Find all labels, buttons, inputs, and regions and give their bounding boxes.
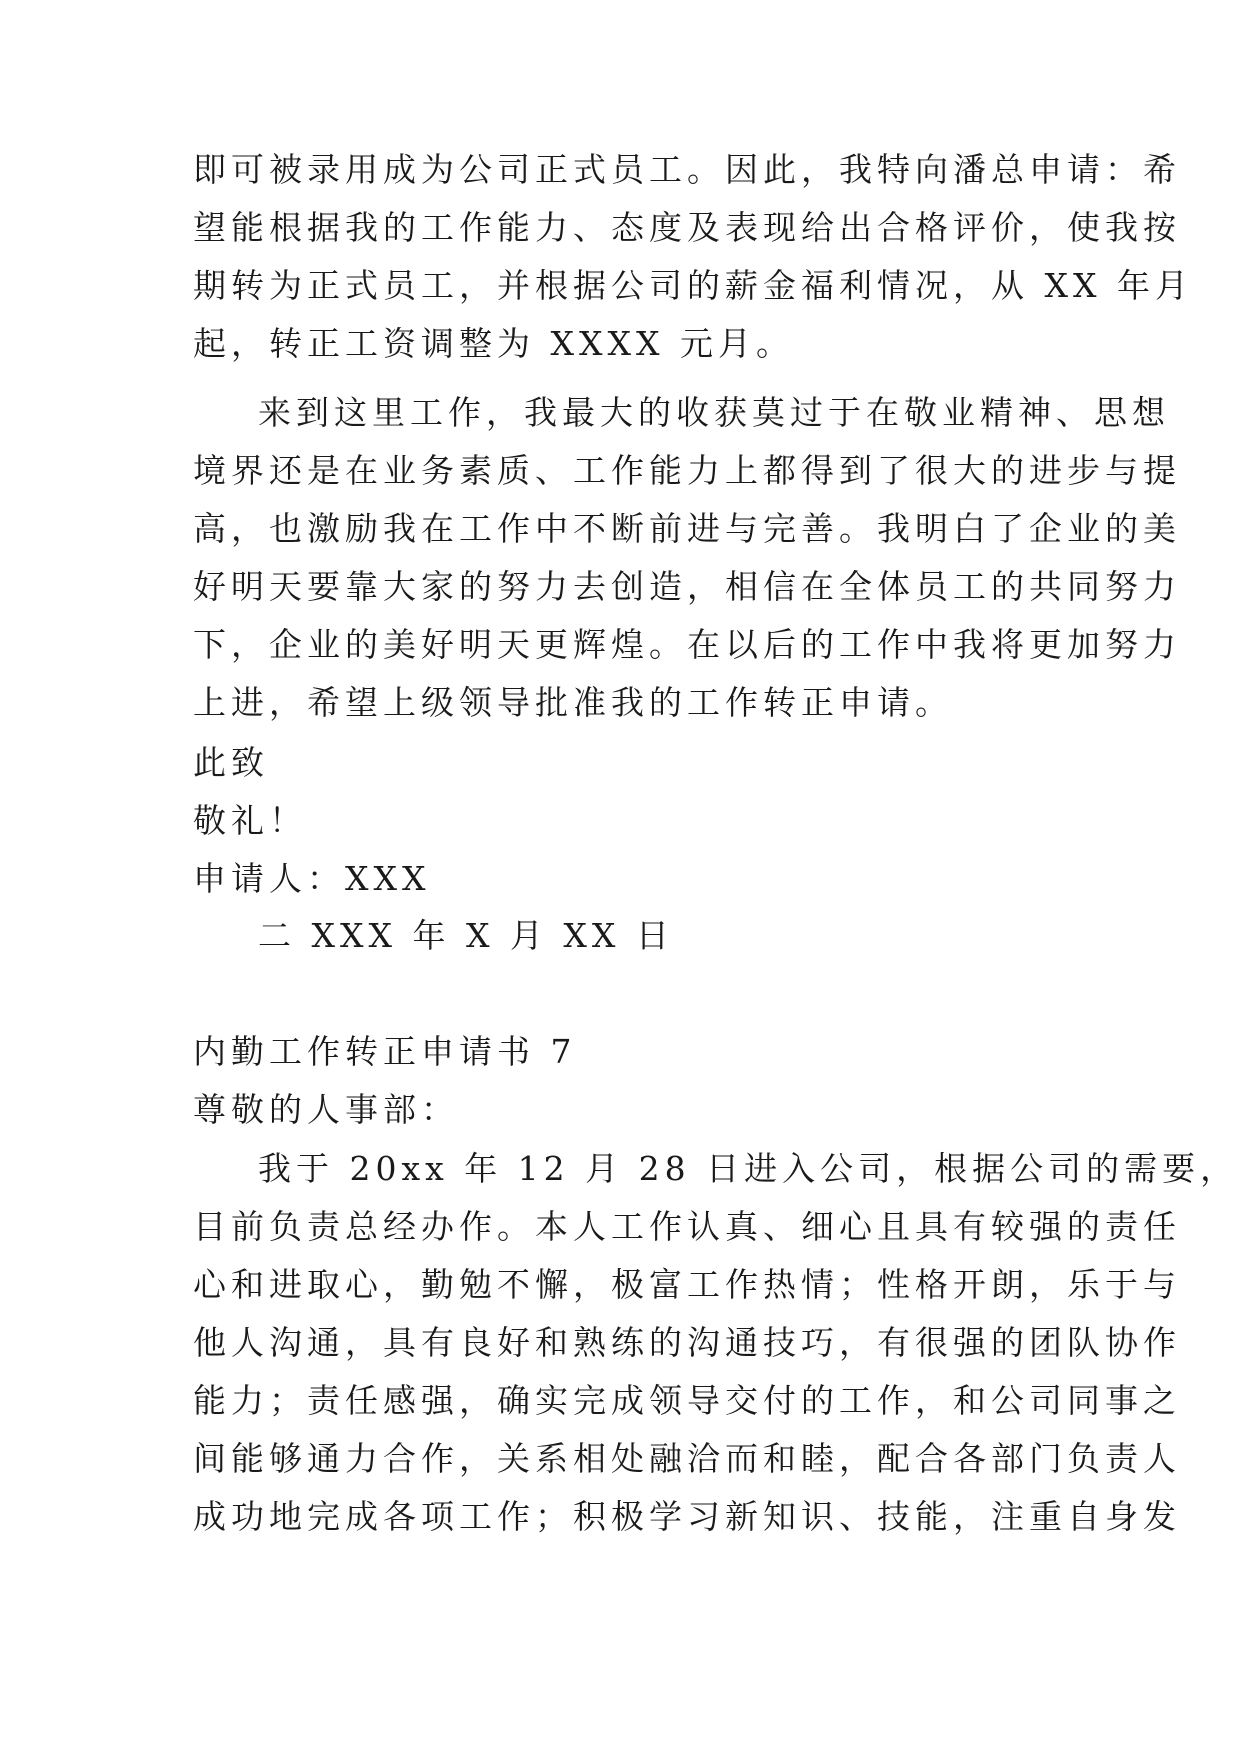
text-line: 能力；责任感强，确实完成领导交付的工作，和公司同事之 [193, 1381, 1181, 1420]
text-line: 期转为正式员工，并根据公司的薪金福利情况，从 XX 年月 [193, 266, 1193, 305]
text-line: 高，也激励我在工作中不断前进与完善。我明白了企业的美 [193, 509, 1181, 548]
text-line: 起，转正工资调整为 XXXX 元月。 [193, 324, 794, 363]
closing-salutation: 此致 [193, 743, 269, 782]
paragraph-first-line: 我于 20xx 年 12 月 28 日进入公司，根据公司的需要， [258, 1149, 1239, 1188]
applicant-name: 申请人：XXX [193, 859, 431, 898]
text-line: 上进，希望上级领导批准我的工作转正申请。 [193, 683, 953, 722]
closing-regards: 敬礼！ [193, 801, 307, 840]
text-line: 望能根据我的工作能力、态度及表现给出合格评价，使我按 [193, 208, 1181, 247]
text-line: 目前负责总经办作。本人工作认真、细心且具有较强的责任 [193, 1207, 1181, 1246]
text-line: 下，企业的美好明天更辉煌。在以后的工作中我将更加努力 [193, 625, 1181, 664]
recipient-greeting: 尊敬的人事部： [193, 1090, 459, 1129]
text-line: 即可被录用成为公司正式员工。因此，我特向潘总申请：希 [193, 150, 1181, 189]
section-title: 内勤工作转正申请书 7 [193, 1032, 577, 1071]
text-line: 间能够通力合作，关系相处融洽而和睦，配合各部门负责人 [193, 1439, 1181, 1478]
text-line: 他人沟通，具有良好和熟练的沟通技巧，有很强的团队协作 [193, 1323, 1181, 1362]
text-line: 好明天要靠大家的努力去创造，相信在全体员工的共同努力 [193, 567, 1181, 606]
paragraph-first-line: 来到这里工作，我最大的收获莫过于在敬业精神、思想 [258, 393, 1170, 432]
text-line: 成功地完成各项工作；积极学习新知识、技能，注重自身发 [193, 1497, 1181, 1536]
text-line: 心和进取心，勤勉不懈，极富工作热情；性格开朗，乐于与 [193, 1265, 1181, 1304]
signature-date: 二 XXX 年 X 月 XX 日 [258, 916, 674, 955]
text-line: 境界还是在业务素质、工作能力上都得到了很大的进步与提 [193, 451, 1181, 490]
